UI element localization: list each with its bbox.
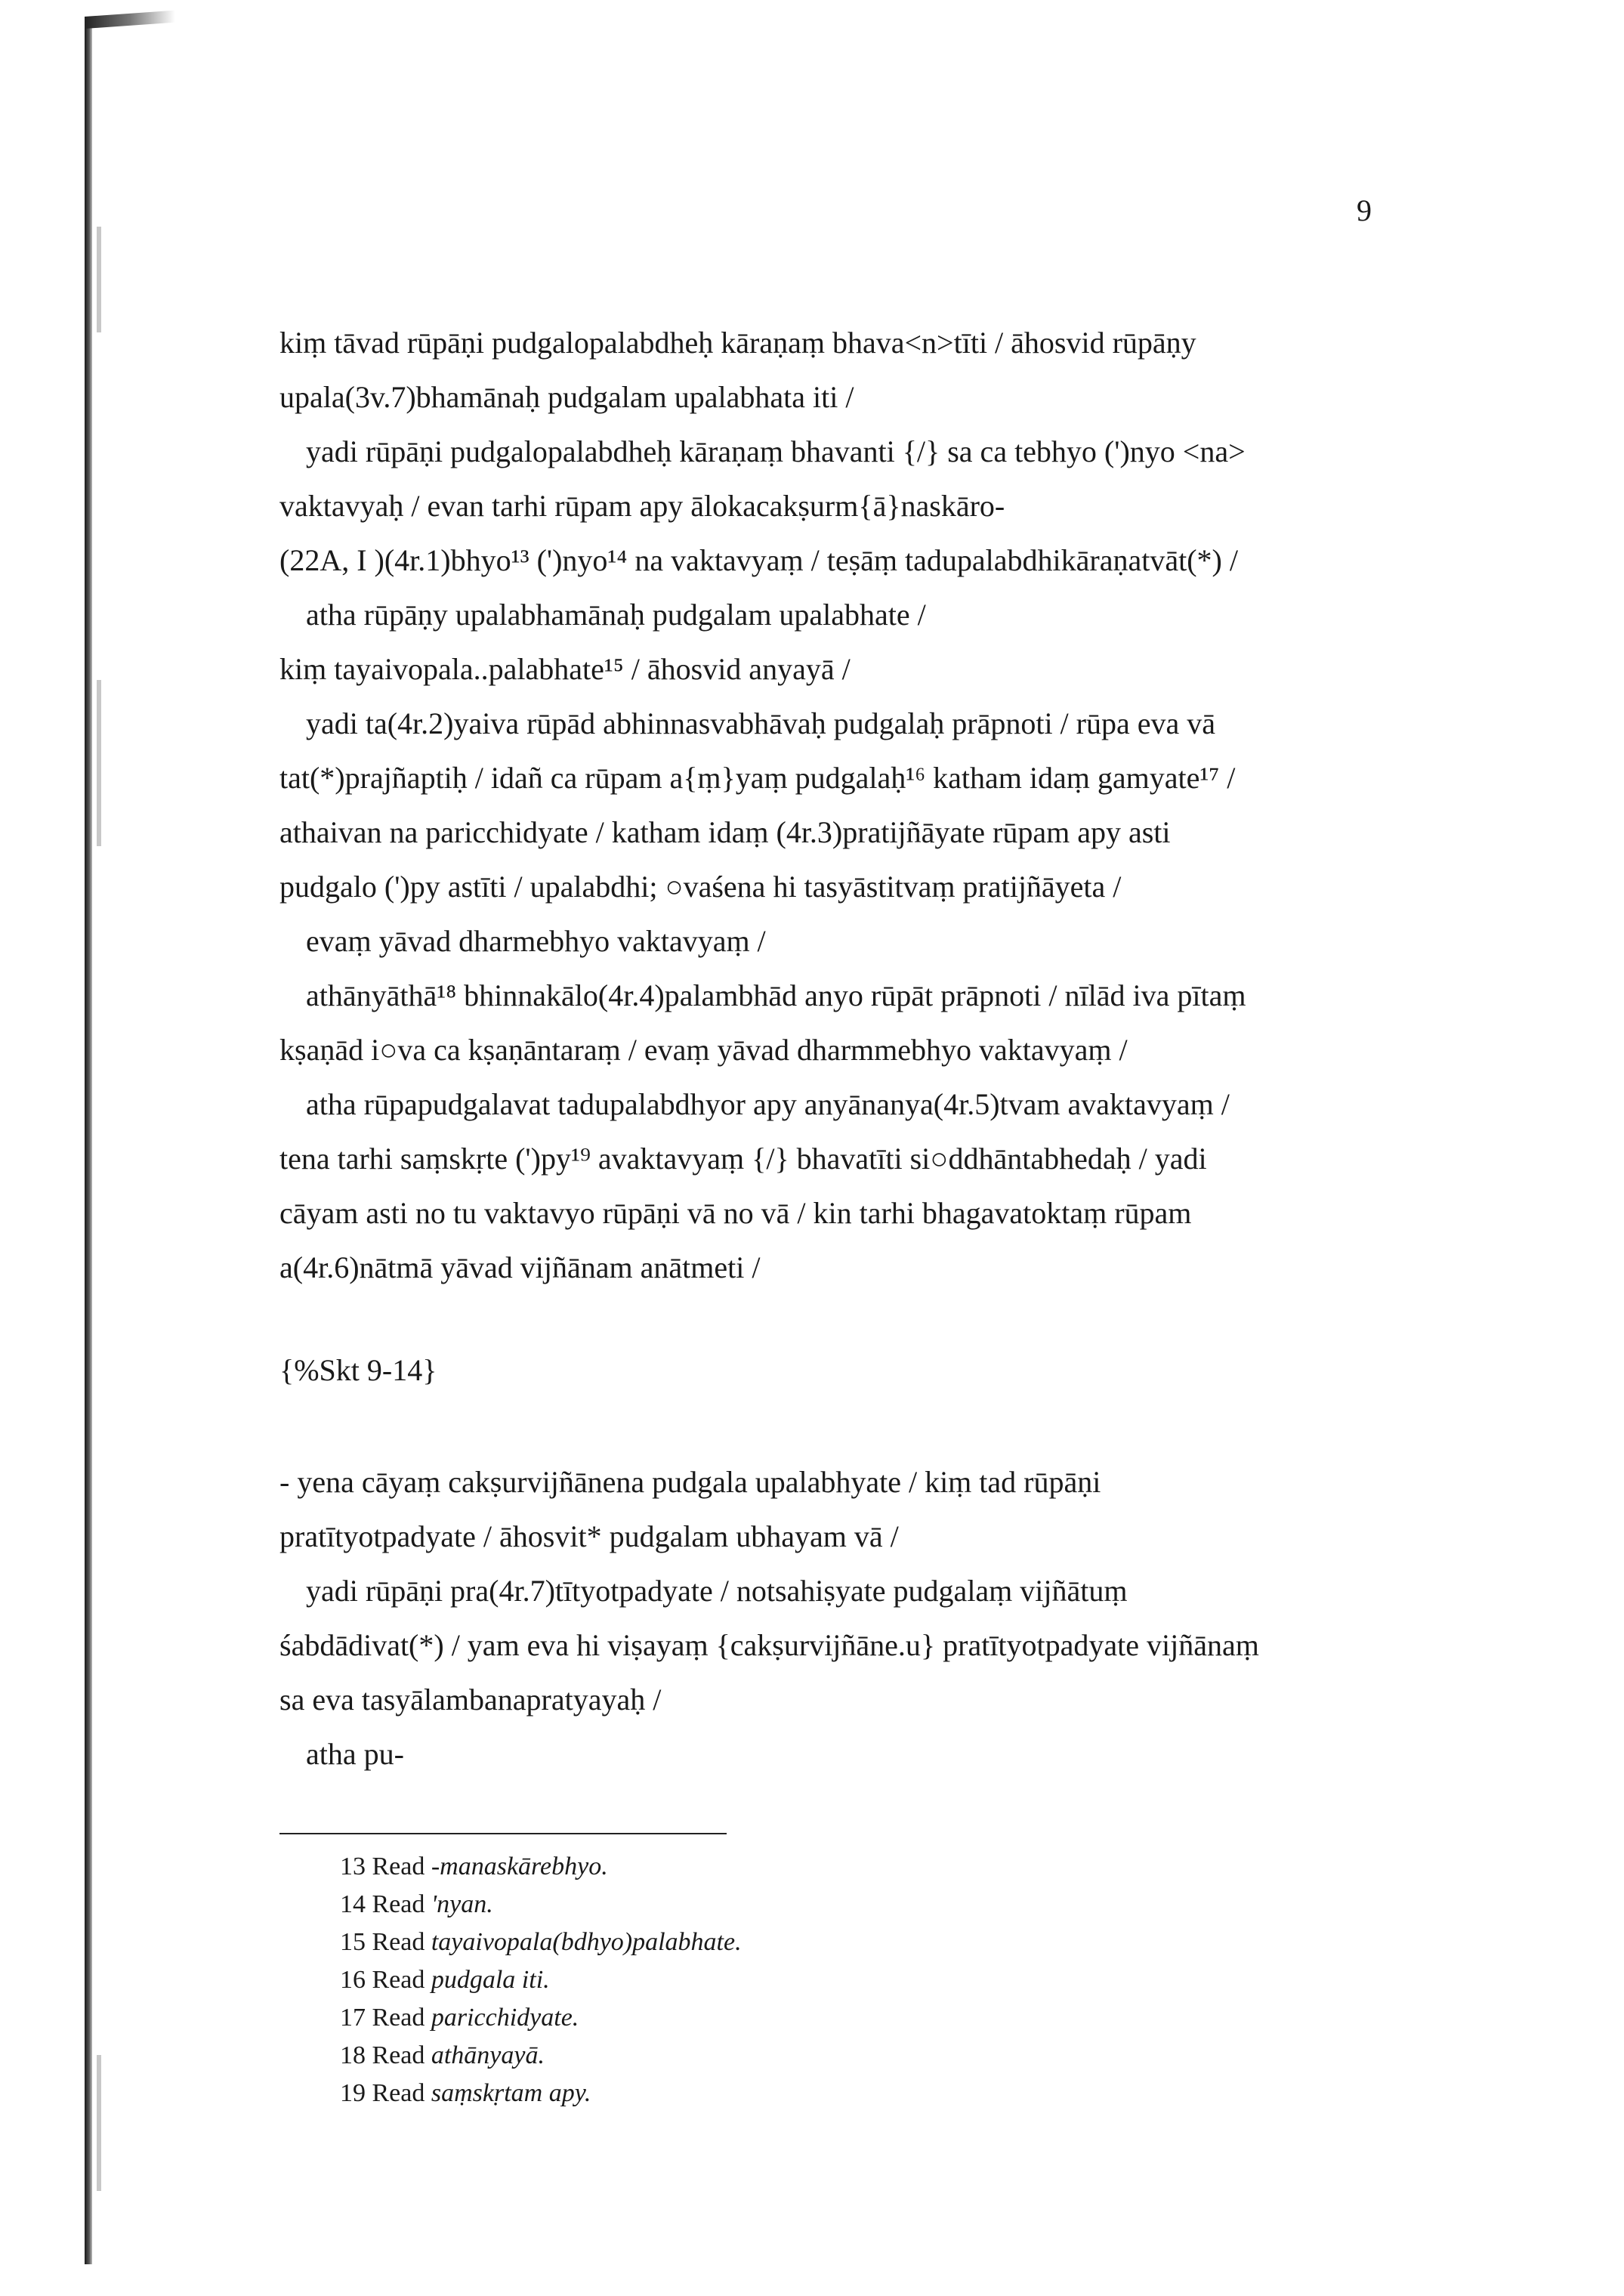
text-line: a(4r.6)nātmā yāvad vijñānam anātmeti /	[279, 1250, 761, 1284]
text-line: kṣaṇād i○va ca kṣaṇāntaraṃ / evaṃ yāvad dharmmebhyo vaktavyaṃ /	[279, 1033, 1128, 1067]
footnote-number: 17 Read	[340, 2004, 425, 2032]
scan-edge-shadow	[85, 17, 92, 2264]
footnote-text: 'nyan.	[431, 1890, 493, 1918]
footnote-number: 16 Read	[340, 1966, 425, 1994]
footnote-text: saṃskṛtam apy.	[431, 2079, 591, 2107]
footnote-text: athānyayā.	[431, 2041, 545, 2069]
scan-speck	[97, 680, 101, 846]
text-line: (22A, I )(4r.1)bhyo¹³ (')nyo¹⁴ na vaktavyaṃ / teṣāṃ tadupalabdhikāraṇatvāt(*) /	[279, 543, 1238, 577]
text-line: kiṃ tayaivopala..palabhate¹⁵ / āhosvid anyayā /	[279, 652, 851, 686]
scan-speck	[97, 2055, 101, 2191]
text-line: athānyāthā¹⁸ bhinnakālo(4r.4)palambhād anyo rūpāt prāpnoti / nīlād iva pītaṃ	[306, 978, 1246, 1012]
footnote	[340, 1966, 550, 1995]
text-line: kiṃ tāvad rūpāṇi pudgalopalabdheḥ kāraṇaṃ bhava<n>tīti / āhosvid rūpāṇy	[279, 326, 1196, 360]
footnote	[340, 2041, 545, 2070]
text-line: yadi ta(4r.2)yaiva rūpād abhinnasvabhāvaḥ pudgalaḥ prāpnoti / rūpa eva vā	[306, 706, 1216, 740]
text-line: atha rūpāṇy upalabhamānaḥ pudgalam upalabhate /	[306, 598, 926, 632]
footnote-number: 15 Read	[340, 1928, 425, 1956]
footnote	[340, 1928, 742, 1957]
footnote-text: paricchidyate.	[431, 2004, 579, 2032]
footnote-number: 14 Read	[340, 1890, 425, 1918]
text-line: pratītyotpadyate / āhosvit* pudgalam ubhayam vā /	[279, 1519, 899, 1553]
footnote-number: 18 Read	[340, 2041, 425, 2069]
text-line: śabdādivat(*) / yam eva hi viṣayaṃ {cakṣurvijñāne.u} pratītyotpadyate vijñānaṃ	[279, 1628, 1259, 1662]
scan-speck	[97, 227, 101, 332]
text-line: upala(3v.7)bhamānaḥ pudgalam upalabhata iti /	[279, 380, 854, 414]
section-heading: {%Skt 9-14}	[279, 1353, 437, 1387]
text-line: evaṃ yāvad dharmebhyo vaktavyaṃ /	[306, 924, 766, 958]
footnote-text: -manaskārebhyo.	[431, 1853, 608, 1880]
footnote	[340, 1853, 608, 1881]
footnote	[340, 1890, 493, 1919]
text-line: vaktavyaḥ / evan tarhi rūpam apy ālokacakṣurm{ā}naskāro-	[279, 489, 1005, 523]
text-line: tena tarhi saṃskṛte (')py¹⁹ avaktavyaṃ {/} bhavatīti si○ddhāntabhedaḥ / yadi	[279, 1142, 1207, 1176]
footnote	[340, 2004, 579, 2032]
text-line: - yena cāyaṃ cakṣurvijñānena pudgala upalabhyate / kiṃ tad rūpāṇi	[279, 1465, 1101, 1499]
text-line: sa eva tasyālambanapratyayaḥ /	[279, 1683, 662, 1717]
text-line: yadi rūpāṇi pra(4r.7)tītyotpadyate / notsahiṣyate pudgalaṃ vijñātuṃ	[306, 1574, 1128, 1608]
text-line: atha pu-	[306, 1737, 404, 1771]
text-line: athaivan na paricchidyate / katham idaṃ (4r.3)pratijñāyate rūpam apy asti	[279, 815, 1171, 849]
text-line: pudgalo (')py astīti / upalabdhi; ○vaśena hi tasyāstitvaṃ pratijñāyeta /	[279, 870, 1122, 904]
footnote-text: pudgala iti.	[431, 1966, 550, 1994]
footnote-rule	[279, 1833, 727, 1834]
page-number: 9	[1357, 193, 1372, 227]
text-line: tat(*)prajñaptiḥ / idañ ca rūpam a{ṃ}yaṃ pudgalaḥ¹⁶ katham idaṃ gamyate¹⁷ /	[279, 761, 1236, 795]
footnote-number: 13 Read	[340, 1853, 425, 1880]
footnote-number: 19 Read	[340, 2079, 425, 2107]
scan-edge-corner	[85, 11, 175, 29]
footnote	[340, 2079, 591, 2108]
text-line: atha rūpapudgalavat tadupalabdhyor apy anyānanya(4r.5)tvam avaktavyaṃ /	[306, 1087, 1230, 1121]
text-line: cāyam asti no tu vaktavyo rūpāṇi vā no vā / kin tarhi bhagavatoktaṃ rūpam	[279, 1196, 1192, 1230]
footnote-text: tayaivopala(bdhyo)palabhate.	[431, 1928, 742, 1956]
text-line: yadi rūpāṇi pudgalopalabdheḥ kāraṇaṃ bhavanti {/} sa ca tebhyo (')nyo <na>	[306, 434, 1246, 468]
